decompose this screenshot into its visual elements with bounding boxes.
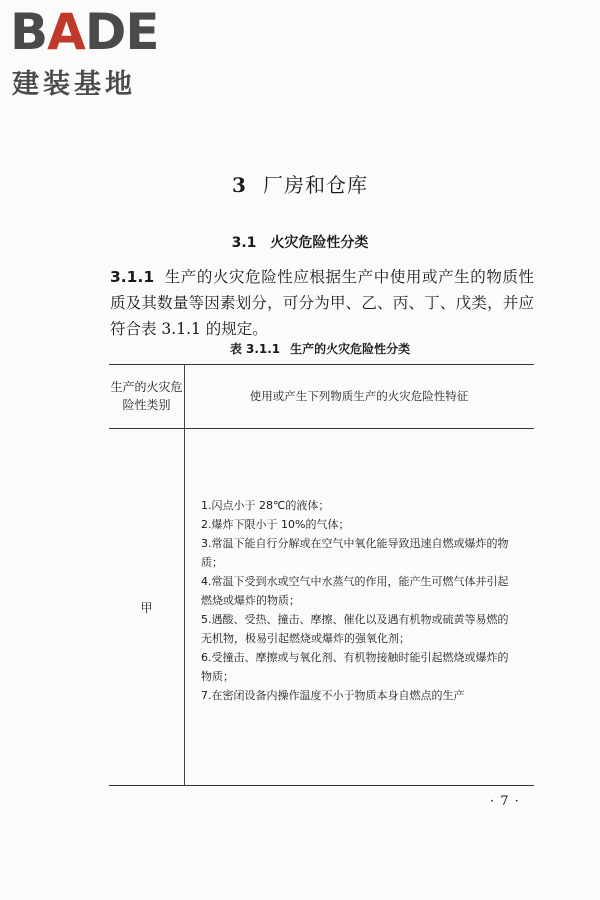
table-header-category: 生产的火灾危险性类别 <box>110 380 183 412</box>
table-item-7: 7.在密闭设备内操作温度不小于物质本身自燃点的生产 <box>201 689 465 702</box>
logo-subtitle: 建装基地 <box>12 69 136 100</box>
table-item-3: 3.常温下能自行分解或在空气中氧化能导致迅速自燃或爆炸的物质； <box>201 537 509 569</box>
hazard-table <box>109 364 534 786</box>
table-header-description: 使用或产生下列物质生产的火灾危险性特征 <box>249 389 469 403</box>
section-number: 3.1 <box>231 235 257 251</box>
logo-letter-a: A <box>47 3 85 61</box>
page-number: · 7 · <box>490 794 520 809</box>
clause-number: 3.1.1 <box>110 268 155 286</box>
logo <box>10 3 175 100</box>
logo-wordmark <box>10 3 159 61</box>
table-item-6: 6.受撞击、摩擦或与氧化剂、有机物接触时能引起燃烧或爆炸的物质； <box>201 651 509 683</box>
table-item-4: 4.常温下受到水或空气中水蒸气的作用，能产生可燃气体并引起燃烧或爆炸的物质； <box>201 575 509 607</box>
logo-letter-b: B <box>10 3 48 61</box>
chapter-title: 厂房和仓库 <box>262 173 368 197</box>
table-caption-title: 生产的火灾危险性分类 <box>290 342 411 356</box>
logo-letters-de: DE <box>84 3 159 61</box>
table-cell-category: 甲 <box>140 600 153 615</box>
table-cell-description <box>201 496 516 705</box>
table-item-2: 2.爆炸下限小于 10%的气体； <box>201 518 350 531</box>
section-title: 火灾危险性分类 <box>270 235 369 251</box>
table-caption <box>0 340 600 357</box>
clause-paragraph <box>110 264 534 342</box>
table-item-1: 1.闪点小于 28℃的液体； <box>201 499 330 512</box>
section-heading <box>0 232 600 252</box>
chapter-heading <box>0 169 600 198</box>
clause-text: 生产的火灾危险性应根据生产中使用或产生的物质性质及其数量等因素划分，可分为甲、乙、丙、丁、戊类，并应符合表 3.1.1 的规定。 <box>110 268 534 338</box>
table-caption-number: 表 3.1.1 <box>229 342 281 356</box>
chapter-number: 3 <box>232 173 247 197</box>
table-item-5: 5.遇酸、受热、撞击、摩擦、催化以及遇有机物或硫黄等易燃的无机物，极易引起燃烧或爆炸的强氧化剂； <box>201 613 509 645</box>
